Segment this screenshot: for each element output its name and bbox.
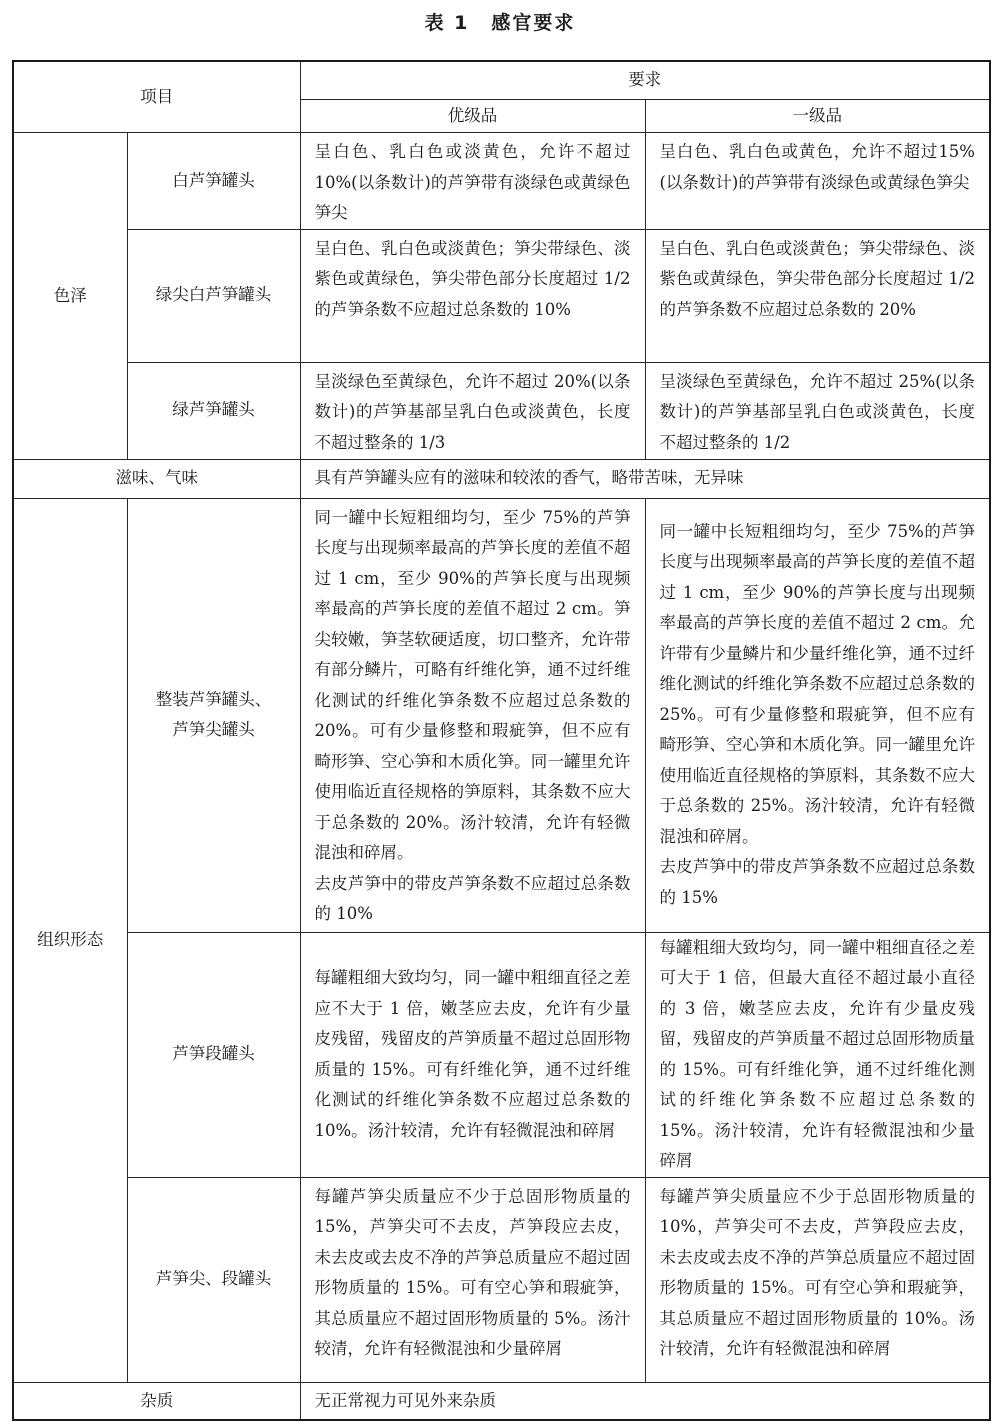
paragraph: 去皮芦笋中的带皮芦笋条数不应超过总条数的 15% (659, 857, 975, 907)
paragraph: 同一罐中长短粗细均匀，至少 75%的芦笋长度与出现频率最高的芦笋长度的差值不超过 1 cm，至少 90%的芦笋长度与出现频率最高的芦笋长度的差值不超过 2 cm。允许带有少量鳞片和少量纤维化笋，通不过纤维化测试的纤维化笋条数不应超过总条数的 25%。可有少量修整和瑕疵笋，但不应有畸形笋、空心笋和木质化笋。同一罐里允许使用临近直径规格的笋原料，其条数不应大于总条数的 25%。汤汁较清，允许有轻微混浊和碎屑。 (659, 521, 975, 846)
paragraph: 同一罐中长短粗细均匀，至少 75%的芦笋长度与出现频率最高的芦笋长度的差值不超过 1 cm，至少 90%的芦笋长度与出现频率最高的芦笋长度的差值不超过 2 cm。笋尖较嫩，笋茎软硬适度，切口整齐，允许带有部分鳞片，可略有纤维化笋，通不过纤维化测试的纤维化笋条数不应超过总条数的 20%。可有少量修整和瑕疵笋，但不应有畸形笋、空心笋和木质化笋。同一罐里允许使用临近直径规格的笋原料，其条数不应大于总条数的 20%。汤汁较清，允许有轻微混浊和碎屑。 (314, 507, 631, 862)
cell-superior: 每罐粗细大致均匀，同一罐中粗细直径之差应不大于 1 倍，嫩茎应去皮，允许有少量皮残留，残留皮的芦笋质量不超过总固形物质量的 15%。可有纤维化笋，通不过纤维化测试的纤维化笋条数不应超过总条数的 10%。汤汁较清，允许有轻微混浊和碎屑 (300, 932, 645, 1177)
header-grade-superior: 优级品 (300, 99, 645, 133)
cell-superior: 呈淡绿色至黄绿色，允许不超过 20%(以条数计)的芦笋基部呈乳白色或淡黄色，长度不超过整条的 1/3 (300, 362, 645, 459)
row-name-taste: 滋味、气味 (13, 459, 300, 498)
table-row (13, 362, 990, 459)
table-number: 表 1 (424, 12, 470, 34)
cell-superior: 呈白色、乳白色或淡黄色；笋尖带绿色、淡紫色或黄绿色，笋尖带色部分长度超过 1/2 的芦笋条数不应超过总条数的 10% (300, 229, 645, 362)
cell-impurity: 无正常视力可见外来杂质 (300, 1382, 990, 1420)
cell-first: 每罐粗细大致均匀，同一罐中粗细直径之差可大于 1 倍，但最大直径不超过最小直径的 3 倍，嫩茎应去皮，允许有少量皮残留，残留皮的芦笋质量不超过总固形物质量的 15%。可有纤维化笋，通不过纤维化测试的纤维化笋条数不应超过总条数的 15%。汤汁较清，允许有轻微混浊和少量碎屑 (645, 932, 990, 1177)
row-name: 芦笋尖、段罐头 (127, 1177, 300, 1382)
cell-superior: 每罐芦笋尖质量应不少于总固形物质量的 15%，芦笋尖可不去皮，芦笋段应去皮，未去皮或去皮不净的芦笋总质量应不超过固形物质量的 15%。可有空心笋和瑕疵笋，其总质量应不超过固形物质量的 5%。汤汁较清，允许有轻微混浊和少量碎屑 (300, 1177, 645, 1382)
row-name: 芦笋段罐头 (127, 932, 300, 1177)
row-name: 绿芦笋罐头 (127, 362, 300, 459)
cell-first: 呈白色、乳白色或黄色，允许不超过15%(以条数计)的芦笋带有淡绿色或黄绿色笋尖 (645, 133, 990, 230)
header-requirement: 要求 (300, 61, 990, 99)
table-title (0, 8, 1000, 35)
cell-first (645, 498, 990, 932)
row-name-line: 芦笋尖罐头 (172, 720, 255, 739)
cell-first: 每罐芦笋尖质量应不少于总固形物质量的 10%，芦笋尖可不去皮，芦笋段应去皮，未去皮或去皮不净的芦笋总质量应不超过固形物质量的 15%。可有空心笋和瑕疵笋，其总质量应不超过固形物质量的 10%。汤汁较清，允许有轻微混浊和碎屑 (645, 1177, 990, 1382)
header-row-1 (13, 61, 990, 99)
cell-first: 呈淡绿色至黄绿色，允许不超过 25%(以条数计)的芦笋基部呈乳白色或淡黄色，长度不超过整条的 1/2 (645, 362, 990, 459)
cell-taste: 具有芦笋罐头应有的滋味和较浓的香气，略带苦味，无异味 (300, 459, 990, 498)
table-row (13, 459, 990, 498)
table-row (13, 1177, 990, 1382)
row-name: 绿尖白芦笋罐头 (127, 229, 300, 362)
row-name-impurity: 杂质 (13, 1382, 300, 1420)
paragraph: 去皮芦笋中的带皮芦笋条数不应超过总条数的 10% (314, 873, 631, 923)
table-row (13, 229, 990, 362)
cell-first: 呈白色、乳白色或淡黄色；笋尖带绿色、淡紫色或黄绿色，笋尖带色部分长度超过 1/2 的芦笋条数不应超过总条数的 20% (645, 229, 990, 362)
header-item: 项目 (13, 61, 300, 133)
header-grade-first: 一级品 (645, 99, 990, 133)
sensory-requirements-table (12, 60, 991, 1421)
row-name-line: 整装芦笋罐头、 (155, 689, 272, 709)
table-name: 感官要求 (491, 12, 576, 34)
cell-superior (300, 498, 645, 932)
table-row (13, 1382, 990, 1420)
cell-superior: 呈白色、乳白色或淡黄色，允许不超过10%(以条数计)的芦笋带有淡绿色或黄绿色笋尖 (300, 133, 645, 230)
table-row (13, 133, 990, 230)
row-name (127, 498, 300, 932)
row-name: 白芦笋罐头 (127, 133, 300, 230)
table-row (13, 932, 990, 1177)
category-color: 色泽 (13, 133, 127, 460)
table-row (13, 498, 990, 932)
category-texture: 组织形态 (13, 498, 127, 1382)
